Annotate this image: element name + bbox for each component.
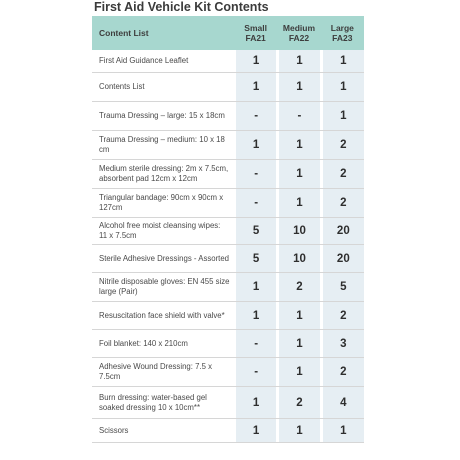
quantity-medium: 1 — [279, 50, 319, 72]
table-header — [92, 16, 364, 50]
row-label: Contents List — [92, 73, 234, 101]
header-size-medium — [277, 23, 320, 43]
row-label: Trauma Dressing – large: 15 x 18cm — [92, 102, 234, 130]
row-label: Nitrile disposable gloves: EN 455 size large (Pair) — [92, 273, 234, 301]
row-label: First Aid Guidance Leaflet — [92, 50, 234, 72]
quantity-large: 20 — [323, 218, 364, 244]
quantity-small: 1 — [236, 73, 276, 101]
quantity-small: - — [236, 330, 276, 357]
quantity-large: 5 — [323, 273, 364, 301]
quantity-medium: 1 — [279, 302, 319, 329]
quantity-large: 1 — [323, 73, 364, 101]
table-row — [92, 102, 364, 131]
table-row — [92, 302, 364, 330]
header-size-large — [321, 23, 364, 43]
header-size-name: Large — [330, 23, 354, 33]
quantity-medium: 1 — [279, 160, 319, 188]
table-row — [92, 358, 364, 387]
table-row — [92, 189, 364, 218]
row-label: Foil blanket: 140 x 210cm — [92, 330, 234, 357]
table-row — [92, 160, 364, 189]
quantity-large: 1 — [323, 419, 364, 442]
quantity-large: 20 — [323, 245, 364, 272]
row-label: Trauma Dressing – medium: 10 x 18 cm — [92, 131, 234, 159]
quantity-medium: 1 — [279, 189, 319, 217]
quantity-medium: 10 — [279, 218, 319, 244]
table-row — [92, 50, 364, 73]
header-content-list: Content List — [99, 28, 149, 38]
row-label: Burn dressing: water-based gel soaked dressing 10 x 10cm** — [92, 387, 234, 418]
header-size-name: Medium — [282, 23, 316, 33]
kit-contents-table — [92, 16, 364, 443]
quantity-medium: 10 — [279, 245, 319, 272]
quantity-large: 3 — [323, 330, 364, 357]
quantity-small: - — [236, 358, 276, 386]
row-label: Scissors — [92, 419, 234, 442]
table-row — [92, 218, 364, 245]
quantity-small: 5 — [236, 245, 276, 272]
table-body — [92, 50, 364, 443]
page-title: First Aid Vehicle Kit Contents — [94, 0, 269, 14]
quantity-small: 1 — [236, 387, 276, 418]
quantity-small: - — [236, 160, 276, 188]
table-row — [92, 387, 364, 419]
header-size-code: FA22 — [288, 33, 310, 43]
quantity-small: - — [236, 189, 276, 217]
quantity-medium: 1 — [279, 131, 319, 159]
quantity-large: 1 — [323, 102, 364, 130]
quantity-small: 1 — [236, 50, 276, 72]
quantity-medium: - — [279, 102, 319, 130]
row-label: Resuscitation face shield with valve* — [92, 302, 234, 329]
row-label: Sterile Adhesive Dressings - Assorted — [92, 245, 234, 272]
table-row — [92, 245, 364, 273]
quantity-large: 2 — [323, 358, 364, 386]
row-label: Adhesive Wound Dressing: 7.5 x 7.5cm — [92, 358, 234, 386]
header-size-code: FA21 — [245, 33, 266, 43]
row-label: Alcohol free moist cleansing wipes: 11 x 7.5cm — [92, 218, 234, 244]
table-row — [92, 273, 364, 302]
quantity-small: 5 — [236, 218, 276, 244]
table-row — [92, 330, 364, 358]
quantity-large: 2 — [323, 131, 364, 159]
row-label: Medium sterile dressing: 2m x 7.5cm, absorbent pad 12cm x 12cm — [92, 160, 234, 188]
quantity-medium: 2 — [279, 387, 319, 418]
quantity-large: 2 — [323, 302, 364, 329]
quantity-small: 1 — [236, 302, 276, 329]
quantity-small: 1 — [236, 419, 276, 442]
header-size-code: FA23 — [332, 33, 353, 43]
quantity-small: 1 — [236, 131, 276, 159]
header-size-small — [234, 23, 277, 43]
quantity-large: 2 — [323, 189, 364, 217]
quantity-small: 1 — [236, 273, 276, 301]
quantity-medium: 1 — [279, 419, 319, 442]
quantity-large: 4 — [323, 387, 364, 418]
row-label: Triangular bandage: 90cm x 90cm x 127cm — [92, 189, 234, 217]
quantity-medium: 1 — [279, 73, 319, 101]
quantity-large: 2 — [323, 160, 364, 188]
quantity-medium: 1 — [279, 358, 319, 386]
table-row — [92, 73, 364, 102]
header-size-name: Small — [244, 23, 267, 33]
quantity-medium: 2 — [279, 273, 319, 301]
quantity-large: 1 — [323, 50, 364, 72]
quantity-small: - — [236, 102, 276, 130]
quantity-medium: 1 — [279, 330, 319, 357]
table-row — [92, 131, 364, 160]
table-row — [92, 419, 364, 443]
